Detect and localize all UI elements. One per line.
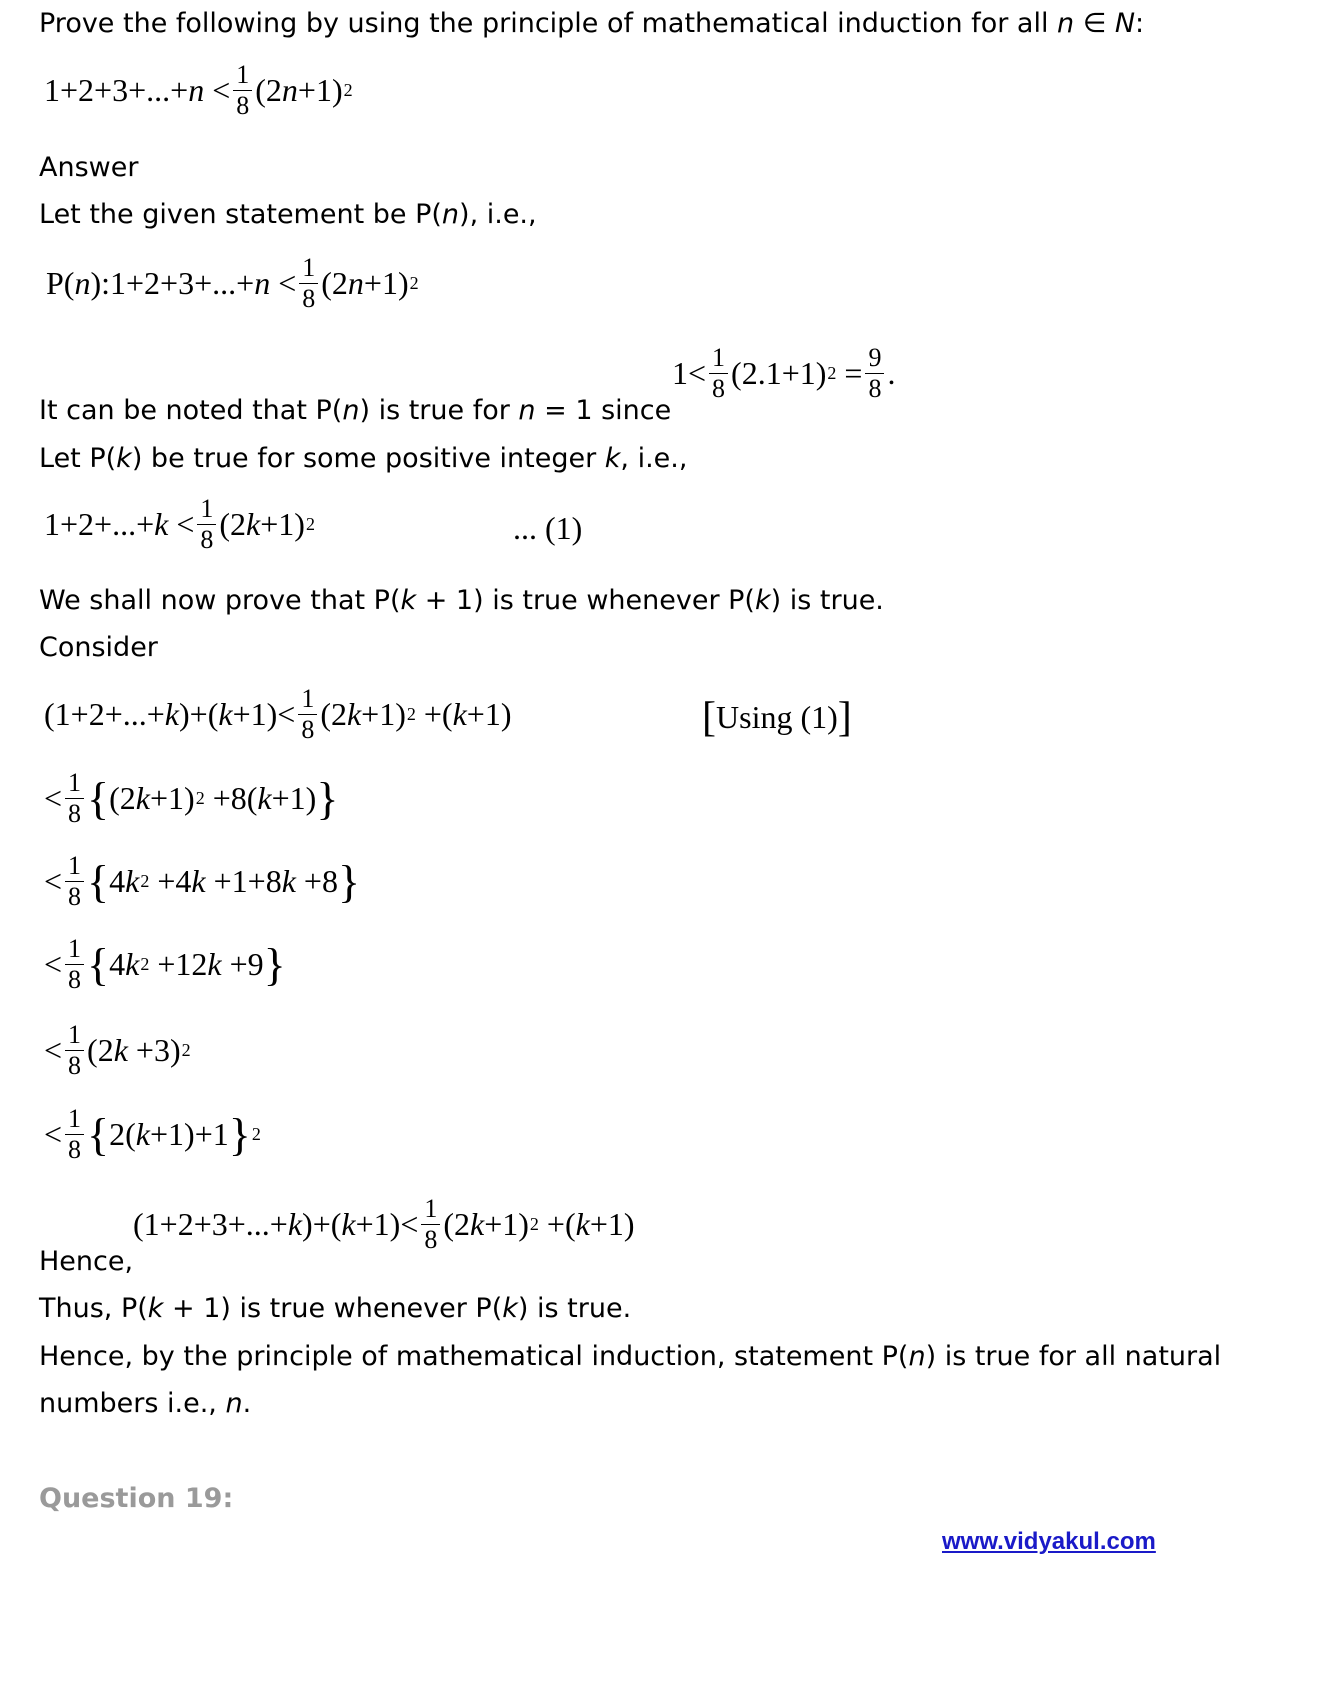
consider-equation: (1+2+...+ k )+( k +1)< $\frac{1}{8}$ (2 k +1) 2 +( k +1): [44, 684, 512, 744]
let-pk: Let P(k) be true for some positive integer k, i.e.,: [39, 443, 688, 474]
step-2: < $\frac{1}{8}$ { 4 k 2 +4 k +1+8 k +8 }: [44, 851, 361, 911]
conclusion-line-1: Hence, by the principle of mathematical induction, statement P(n) is true for all natural: [39, 1341, 1222, 1372]
true-for-one: It can be noted that P(n) is true for n = 1 since: [39, 395, 672, 426]
statement-equation: 1+2+3+...+ n < $\frac{1}{8}$ (2 n +1) 2: [44, 60, 353, 120]
step-3: < $\frac{1}{8}$ { 4 k 2 +12 k +9 }: [44, 934, 286, 994]
pn-equation: P( n ):1+2+3+...+ n < $\frac{1}{8}$ (2 n +1) 2: [46, 253, 419, 313]
prove-next: We shall now prove that P(k + 1) is true whenever P(k) is true.: [39, 585, 884, 616]
hence-equation: (1+2+3+...+ k )+( k +1)< $\frac{1}{8}$ (2 k +1) 2 +( k +1): [133, 1194, 635, 1254]
next-question-heading: Question 19:: [39, 1483, 234, 1514]
step-5: < $\frac{1}{8}$ { 2( k +1)+1 } 2: [44, 1104, 261, 1164]
step-4: < $\frac{1}{8}$ (2 k +3) 2: [44, 1020, 191, 1080]
footer-link[interactable]: www.vidyakul.com: [942, 1528, 1156, 1555]
let-statement: Let the given statement be P(n), i.e.,: [39, 199, 537, 230]
equation-tag: ... (1): [513, 510, 583, 546]
conclusion-line-2: numbers i.e., n.: [39, 1388, 252, 1419]
consider-label: Consider: [39, 632, 158, 663]
base-case-equation: 1< $\frac{1}{8}$ (2.1+1) 2 = $\frac{9}{8}$ .: [672, 343, 896, 403]
thus-line: Thus, P(k + 1) is true whenever P(k) is true.: [39, 1293, 632, 1324]
using-note: [Using (1)]: [702, 695, 852, 741]
question-text: Prove the following by using the principle of mathematical induction for all n ∈ N:: [39, 8, 1145, 39]
step-1: < $\frac{1}{8}$ { (2 k +1) 2 +8( k +1) }: [44, 768, 339, 828]
induction-hypothesis-equation: 1+2+...+ k < $\frac{1}{8}$ (2 k +1) 2: [44, 494, 315, 554]
answer-label: Answer: [39, 152, 139, 183]
hence-label: Hence,: [39, 1246, 134, 1277]
